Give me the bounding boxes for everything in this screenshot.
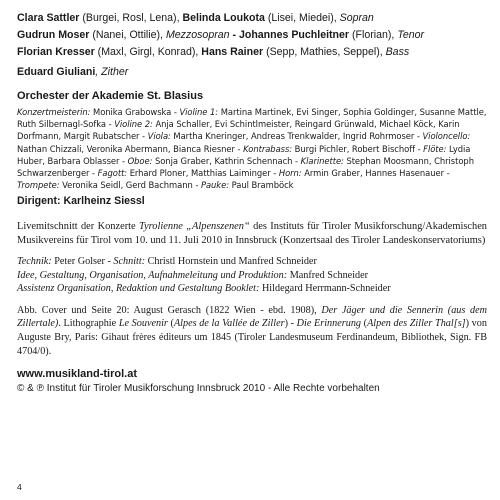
conductor-name: Karlheinz Siessl (63, 195, 145, 208)
singer-name: Johannes Puchleitner (238, 29, 350, 41)
section-label: Viola: (147, 131, 174, 142)
section-members: Veronika Seidl, Gerd Bachmann - (62, 180, 201, 191)
section-members: Paul Bramböck (231, 180, 294, 191)
section-members: Anja Schaller, Evi Schintlmeister, Reingard Grünwald, Michael Köck, Karin Dorfmann, Margit Rubatscher - (17, 119, 460, 142)
production-credits (17, 255, 487, 296)
page-number: 4 (17, 482, 22, 492)
zither-instrument: , Zither (95, 66, 129, 78)
credit-label: Assistenz Organisation, Redaktion und Gestaltung Booklet: (17, 283, 262, 295)
cast-section (17, 10, 487, 61)
credit-label: Technik: (17, 256, 55, 268)
singer-roles: (Sepp, Mathies, Seppel), (263, 46, 386, 58)
recording-text: Livemitschnitt der Konzerte (17, 221, 140, 233)
singer-roles: (Burgei, Rosl, Lena), (79, 12, 183, 24)
section-members: Martina Martinek, Evi Singer, Sophia Goldinger, Susanne Mattle, Ruth Silbernagl-Sofka - (17, 107, 487, 130)
section-label: Pauke: (200, 180, 232, 191)
singer-roles: (Lisei, Miedei), (264, 12, 340, 24)
singer-name: Florian Kresser (17, 46, 95, 58)
section-segment (201, 180, 293, 190)
section-segment (128, 156, 301, 166)
section-segment (17, 107, 179, 117)
section-segment (243, 144, 423, 154)
zither-player: Eduard Giuliani (17, 66, 96, 78)
conductor-line (17, 194, 487, 209)
credit-line (17, 269, 487, 283)
artwork-title: Der Jäger und die Sennerin (aus dem Zillertale) (17, 304, 488, 330)
website-link[interactable]: www.musikland-tirol.at (17, 368, 137, 381)
section-members: Stephan Moosmann, Christoph Schwarzenberger - (17, 155, 474, 179)
cast-line-2 (17, 27, 487, 44)
credit-line (17, 282, 487, 296)
section-members: Lydia Huber, Barbara Oblasser - (17, 143, 471, 166)
section-members: Martha Kneringer, Andreas Trenkwalder, Ingrid Rohrmoser - (173, 131, 423, 142)
singer-name: Hans Rainer (201, 46, 264, 58)
orchestra-musicians (17, 106, 487, 191)
cast-line-1 (17, 10, 487, 27)
booklet-page (17, 10, 487, 396)
image-credits (17, 304, 487, 358)
singer-roles: (Maxl, Girgl, Konrad), (94, 46, 202, 58)
artwork-title: Alpen des Ziller Thal[s] (367, 318, 466, 330)
section-label: Horn: (278, 168, 305, 179)
section-label: Konzertmeisterin: (17, 107, 94, 117)
section-segment (98, 168, 279, 178)
section-label: Violine 1: (179, 107, 221, 117)
image-credit-text: ) von Auguste Bry, Paris: Gihaut frères éditeurs um 1845 (Tiroler Landesmuseum Ferdinandeum, Bibliothek, Sign. FB 4704/0). (17, 318, 487, 357)
image-credit-text: . Lithographie (58, 318, 119, 330)
copyright-notice: © & ℗ Institut für Tiroler Musikforschung Innsbruck 2010 - Alle Rechte vorbehalten (17, 383, 380, 395)
singer-roles: (Florian), (349, 29, 398, 41)
image-credit-text: Abb. Cover und Seite 20: August Gerasch (1822 Wien - ebd. 1908), (17, 304, 322, 316)
credit-line (17, 255, 487, 269)
artwork-title: Die Erinnerung (296, 318, 362, 330)
separator: - (229, 29, 239, 41)
credit-label: Idee, Gestaltung, Organisation, Aufnahmeleitung und Produktion: (17, 269, 290, 281)
image-credit-text: ) - (284, 318, 297, 330)
section-members: Sonja Graber, Kathrin Schennach - (154, 155, 301, 166)
section-label: Klarinette: (300, 155, 347, 166)
singer-name: Gudrun Moser (17, 29, 90, 41)
section-label: Flöte: (423, 143, 450, 154)
section-segment (17, 180, 201, 190)
voice-type: Tenor (397, 29, 425, 41)
image-credit-text: ( (361, 318, 368, 330)
credit-value: Christl Hornstein und Manfred Schneider (147, 256, 317, 268)
orchestra-title: Orchester der Akademie St. Blasius (17, 90, 204, 102)
voice-type: Mezzosopran (165, 29, 230, 41)
section-members: Nathan Chizzali, Veronika Abermann, Bianca Riesner - (17, 143, 244, 154)
cast-line-3 (17, 44, 487, 61)
recording-text: des Instituts für Tiroler Musikforschung/Akademischen Musikvereins für Tirol vom 10. und 11. Juli 2010 in Innsbruck (Konzertsaal des Tiroler Landeskonservatoriums) (17, 221, 487, 246)
section-label: Violine 2: (114, 119, 156, 130)
voice-type: Sopran (339, 12, 374, 24)
section-label: Trompete: (17, 180, 63, 191)
singer-name: Belinda Loukota (182, 12, 265, 24)
section-members: Erhard Ploner, Matthias Laiminger - (129, 168, 279, 179)
image-credit-text: ( (167, 318, 174, 330)
section-members: Monika Grabowska - (93, 107, 180, 117)
recording-info (17, 220, 487, 247)
section-label: Oboe: (127, 155, 155, 166)
singer-name: Clara Sattler (17, 12, 80, 24)
section-members: Burgi Pichler, Robert Bischoff - (294, 143, 424, 154)
credit-value: Peter Golser - (54, 256, 114, 268)
conductor-label: Dirigent: (17, 195, 64, 208)
section-label: Kontrabass: (243, 143, 295, 154)
artwork-title: Le Souvenir (118, 318, 168, 330)
zither-line (17, 64, 487, 81)
section-segment (279, 168, 450, 178)
section-label: Violoncello: (422, 131, 471, 142)
voice-type: Bass (385, 46, 410, 58)
singer-roles: (Nanei, Ottilie), (89, 29, 166, 41)
section-segment (148, 131, 423, 141)
artwork-title: Alpes de la Vallée de Ziller (173, 318, 285, 330)
credit-label: Schnitt: (113, 256, 148, 268)
section-members: Armin Graber, Hannes Hasenauer - (304, 168, 450, 179)
section-label: Fagott: (97, 168, 130, 179)
credit-value: Hildegard Herrmann-Schneider (261, 283, 391, 295)
credit-value: Manfred Schneider (289, 269, 369, 281)
concert-title: Tyrolienne „Alpenszenen“ (139, 221, 250, 233)
